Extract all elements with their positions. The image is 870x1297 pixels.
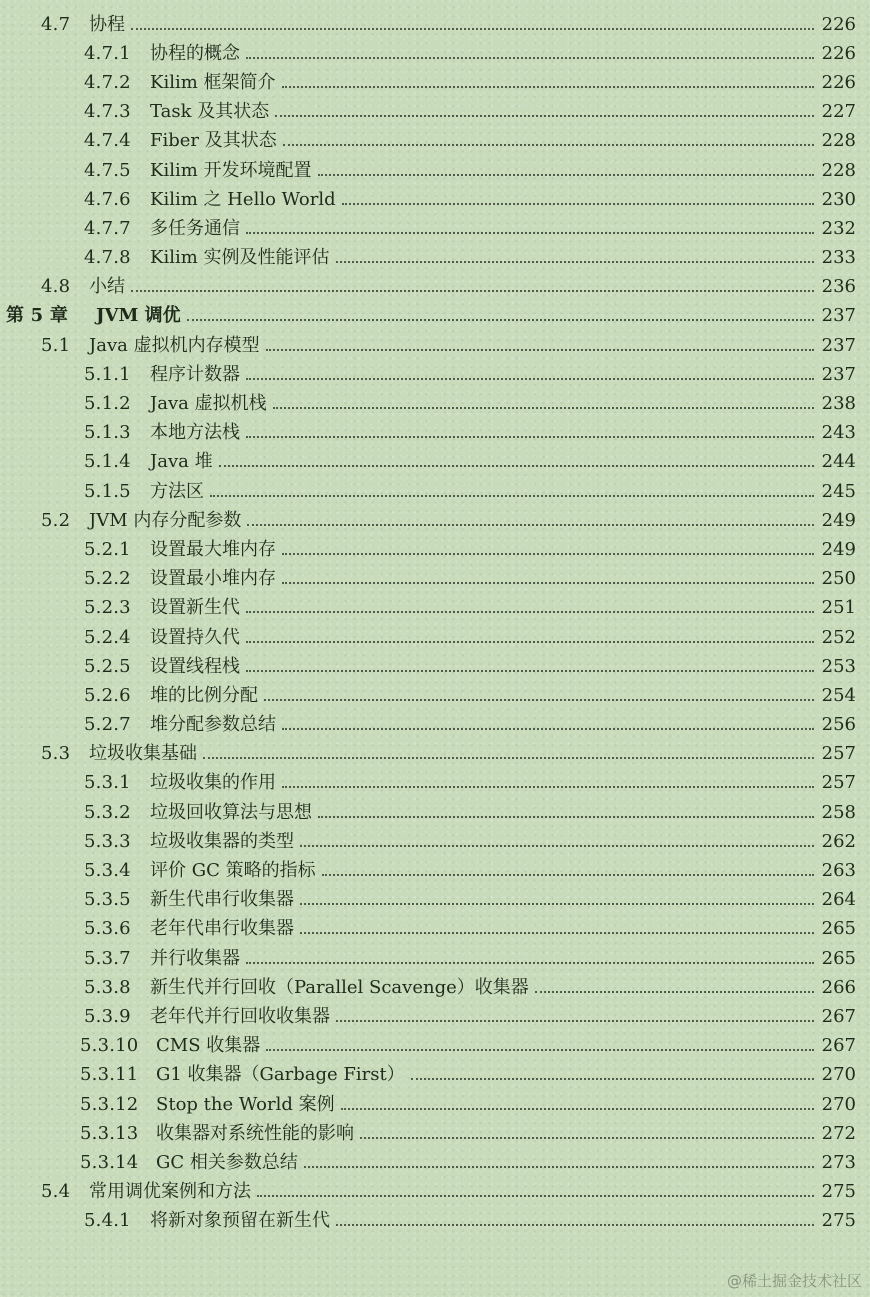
- toc-entry: [0, 156, 870, 185]
- dot-leader: [246, 962, 814, 964]
- dot-leader: [210, 495, 814, 497]
- toc-entry-title: CMS 收集器: [156, 1035, 261, 1057]
- toc-entry: [0, 185, 870, 214]
- toc-entry-number: 4.7.7: [84, 217, 131, 239]
- toc-entry-number: 5.3.1: [84, 772, 131, 794]
- toc-entry-page-number: 230: [821, 188, 856, 210]
- toc-entry: [0, 68, 870, 97]
- dot-leader: [336, 261, 814, 263]
- toc-entry-title: 常用调优案例和方法: [89, 1181, 251, 1203]
- dot-leader: [318, 816, 814, 818]
- dot-leader: [247, 524, 814, 526]
- dot-leader: [246, 232, 814, 234]
- toc-entry: [0, 389, 870, 418]
- toc-entry-title: 堆的比例分配: [150, 684, 258, 706]
- toc-entry-page-number: 232: [821, 217, 856, 239]
- toc-entry-title: 本地方法栈: [150, 422, 240, 444]
- toc-entry-title: 垃圾收集的作用: [150, 772, 276, 794]
- toc-entry-page-number: 267: [821, 1005, 856, 1027]
- toc-entry-page-number: 226: [821, 13, 856, 35]
- toc-entry: [0, 886, 870, 915]
- toc-entry-page-number: 244: [821, 451, 856, 473]
- toc-entry-page-number: 237: [821, 334, 856, 356]
- dot-leader: [283, 144, 814, 146]
- toc-entry-page-number: 249: [821, 509, 856, 531]
- dot-leader: [336, 1224, 814, 1226]
- dot-leader: [300, 845, 814, 847]
- dot-leader: [131, 28, 814, 30]
- table-of-contents: [0, 10, 870, 1236]
- toc-entry-number: 5.3.8: [84, 976, 131, 998]
- toc-entry-page-number: 237: [821, 363, 856, 385]
- toc-entry-page-number: 273: [821, 1151, 856, 1173]
- toc-entry-number: 5.3.9: [84, 1005, 131, 1027]
- toc-entry-page-number: 249: [821, 538, 856, 560]
- toc-entry-page-number: 254: [821, 684, 856, 706]
- toc-entry-page-number: 257: [821, 772, 856, 794]
- toc-entry-page-number: 245: [821, 480, 856, 502]
- toc-entry-number: 4.7.2: [84, 71, 131, 93]
- toc-entry-number: 4.7: [41, 13, 71, 35]
- toc-entry-title: 协程的概念: [150, 42, 240, 64]
- toc-entry-page-number: 265: [821, 947, 856, 969]
- toc-entry-title: 设置最小堆内存: [150, 568, 276, 590]
- toc-entry-page-number: 253: [821, 655, 856, 677]
- toc-entry: [0, 652, 870, 681]
- toc-entry-title: 协程: [89, 13, 125, 35]
- toc-entry-page-number: 226: [821, 42, 856, 64]
- toc-entry-number: 4.7.1: [84, 42, 131, 64]
- toc-entry-page-number: 250: [821, 568, 856, 590]
- toc-entry-number: 4.8: [41, 276, 71, 298]
- toc-entry-title: 垃圾收集器的类型: [150, 830, 294, 852]
- toc-entry-number: 5.3: [41, 743, 71, 765]
- toc-entry: [0, 1032, 870, 1061]
- toc-entry: [0, 623, 870, 652]
- toc-entry: [0, 331, 870, 360]
- toc-entry-title: Stop the World 案例: [156, 1093, 335, 1115]
- toc-entry-number: 5.1.2: [84, 393, 131, 415]
- toc-entry: [0, 1119, 870, 1148]
- toc-entry: [0, 711, 870, 740]
- toc-entry-page-number: 243: [821, 422, 856, 444]
- dot-leader: [246, 611, 814, 613]
- toc-entry: [0, 39, 870, 68]
- toc-entry-page-number: 238: [821, 393, 856, 415]
- toc-entry-page-number: 256: [821, 714, 856, 736]
- dot-leader: [336, 1020, 814, 1022]
- toc-entry-page-number: 266: [821, 976, 856, 998]
- dot-leader: [318, 174, 814, 176]
- dot-leader: [304, 1166, 814, 1168]
- toc-entry: [0, 448, 870, 477]
- toc-entry-number: 5.3.7: [84, 947, 131, 969]
- toc-entry-number: 5.2.6: [84, 684, 131, 706]
- dot-leader: [266, 1049, 814, 1051]
- toc-entry: [0, 535, 870, 564]
- dot-leader: [257, 1195, 814, 1197]
- dot-leader: [282, 728, 814, 730]
- toc-entry: [0, 681, 870, 710]
- toc-entry-page-number: 262: [821, 830, 856, 852]
- toc-entry: [0, 360, 870, 389]
- toc-entry-title: 老年代并行回收收集器: [150, 1005, 330, 1027]
- toc-entry-page-number: 228: [821, 130, 856, 152]
- toc-entry-title: Java 虚拟机内存模型: [89, 334, 260, 356]
- toc-entry-title: 新生代并行回收（Parallel Scavenge）收集器: [150, 976, 529, 998]
- dot-leader: [273, 407, 814, 409]
- toc-entry-number: 4.7.5: [84, 159, 131, 181]
- toc-entry-number: 5.3.2: [84, 801, 131, 823]
- toc-entry-page-number: 265: [821, 918, 856, 940]
- toc-entry-number: 5.3.10: [80, 1035, 139, 1057]
- toc-entry-title: Kilim 开发环境配置: [150, 159, 312, 181]
- toc-entry-page-number: 275: [821, 1181, 856, 1203]
- toc-entry: [0, 1148, 870, 1177]
- toc-entry-number: 5.3.3: [84, 830, 131, 852]
- toc-entry-title: Fiber 及其状态: [150, 130, 277, 152]
- toc-entry-page-number: 263: [821, 860, 856, 882]
- toc-entry: [0, 302, 870, 331]
- toc-entry: [0, 273, 870, 302]
- toc-entry-page-number: 257: [821, 743, 856, 765]
- dot-leader: [300, 903, 814, 905]
- toc-entry: [0, 565, 870, 594]
- dot-leader: [187, 319, 814, 321]
- dot-leader: [300, 932, 814, 934]
- toc-entry-page-number: 270: [821, 1064, 856, 1086]
- toc-entry-number: 4.7.8: [84, 247, 131, 269]
- toc-entry: [0, 798, 870, 827]
- toc-entry: [0, 506, 870, 535]
- toc-entry-number: 5.2: [41, 509, 71, 531]
- dot-leader: [246, 57, 814, 59]
- toc-entry-number: 5.3.4: [84, 860, 131, 882]
- toc-entry-number: 5.2.2: [84, 568, 131, 590]
- toc-entry-title: Task 及其状态: [150, 101, 270, 123]
- toc-entry-page-number: 270: [821, 1093, 856, 1115]
- dot-leader: [282, 786, 814, 788]
- dot-leader: [246, 641, 814, 643]
- toc-entry-number: 5.1.4: [84, 451, 131, 473]
- toc-entry-title: Kilim 之 Hello World: [150, 188, 336, 210]
- toc-entry-number: 5.3.12: [80, 1093, 139, 1115]
- toc-entry-title: 垃圾收集基础: [89, 743, 197, 765]
- toc-entry-title: 小结: [89, 276, 125, 298]
- toc-entry-title: 并行收集器: [150, 947, 240, 969]
- toc-entry-page-number: 252: [821, 626, 856, 648]
- dot-leader: [266, 349, 814, 351]
- dot-leader: [360, 1137, 814, 1139]
- toc-entry-number: 5.2.1: [84, 538, 131, 560]
- toc-entry-page-number: 272: [821, 1122, 856, 1144]
- dot-leader: [131, 290, 814, 292]
- toc-entry-title: 评价 GC 策略的指标: [150, 860, 316, 882]
- toc-entry-page-number: 233: [821, 247, 856, 269]
- toc-entry-title: 多任务通信: [150, 217, 240, 239]
- dot-leader: [203, 757, 814, 759]
- watermark: @稀土掘金技术社区: [726, 1272, 862, 1290]
- toc-entry-number: 5.1.3: [84, 422, 131, 444]
- toc-entry: [0, 973, 870, 1002]
- dot-leader: [246, 670, 814, 672]
- dot-leader: [411, 1078, 814, 1080]
- toc-entry-page-number: 258: [821, 801, 856, 823]
- dot-leader: [275, 115, 814, 117]
- dot-leader: [282, 86, 814, 88]
- toc-entry-number: 5.3.6: [84, 918, 131, 940]
- toc-entry: [0, 10, 870, 39]
- toc-entry-number: 5.4: [41, 1181, 71, 1203]
- toc-entry: [0, 127, 870, 156]
- toc-entry-title: 设置持久代: [150, 626, 240, 648]
- toc-entry-title: JVM 调优: [96, 305, 181, 327]
- toc-entry: [0, 769, 870, 798]
- toc-entry: [0, 477, 870, 506]
- toc-entry-title: JVM 内存分配参数: [89, 509, 242, 531]
- toc-entry-title: Kilim 框架简介: [150, 71, 276, 93]
- toc-entry-page-number: 251: [821, 597, 856, 619]
- toc-entry-title: 堆分配参数总结: [150, 714, 276, 736]
- toc-entry-number: 5.2.4: [84, 626, 131, 648]
- toc-entry: [0, 419, 870, 448]
- dot-leader: [219, 465, 814, 467]
- toc-entry-number: 5.3.14: [80, 1151, 139, 1173]
- toc-entry-page-number: 264: [821, 889, 856, 911]
- toc-entry-number: 5.1.1: [84, 363, 131, 385]
- toc-entry: [0, 98, 870, 127]
- toc-entry-title: G1 收集器（Garbage First）: [156, 1064, 405, 1086]
- toc-entry: [0, 740, 870, 769]
- toc-entry-number: 5.3.13: [80, 1122, 139, 1144]
- toc-entry-number: 4.7.6: [84, 188, 131, 210]
- toc-entry-title: Kilim 实例及性能评估: [150, 247, 330, 269]
- toc-entry-number: 5.4.1: [84, 1210, 131, 1232]
- dot-leader: [322, 874, 814, 876]
- toc-entry-number: 5.2.7: [84, 714, 131, 736]
- toc-entry: [0, 856, 870, 885]
- dot-leader: [282, 553, 814, 555]
- toc-entry: [0, 1178, 870, 1207]
- dot-leader: [341, 1108, 814, 1110]
- dot-leader: [535, 991, 814, 993]
- toc-entry: [0, 244, 870, 273]
- toc-entry: [0, 944, 870, 973]
- toc-entry-page-number: 236: [821, 276, 856, 298]
- toc-entry-number: 第 5 章: [6, 305, 69, 327]
- toc-entry-title: 设置新生代: [150, 597, 240, 619]
- toc-entry-title: Java 堆: [150, 451, 213, 473]
- dot-leader: [246, 378, 814, 380]
- dot-leader: [246, 436, 814, 438]
- dot-leader: [342, 203, 814, 205]
- toc-entry: [0, 594, 870, 623]
- toc-entry-title: 设置最大堆内存: [150, 538, 276, 560]
- toc-entry: [0, 1061, 870, 1090]
- toc-entry-title: 程序计数器: [150, 363, 240, 385]
- toc-entry-title: 将新对象预留在新生代: [150, 1210, 330, 1232]
- toc-entry-page-number: 237: [821, 305, 856, 327]
- toc-entry: [0, 915, 870, 944]
- toc-entry-page-number: 227: [821, 101, 856, 123]
- toc-entry-page-number: 275: [821, 1210, 856, 1232]
- toc-entry-page-number: 267: [821, 1035, 856, 1057]
- toc-entry-title: GC 相关参数总结: [156, 1151, 298, 1173]
- toc-entry: [0, 1090, 870, 1119]
- toc-entry-title: 新生代串行收集器: [150, 889, 294, 911]
- dot-leader: [282, 582, 814, 584]
- toc-entry-title: Java 虚拟机栈: [150, 393, 267, 415]
- toc-entry-number: 5.3.5: [84, 889, 131, 911]
- toc-entry-title: 老年代串行收集器: [150, 918, 294, 940]
- toc-entry: [0, 1002, 870, 1031]
- toc-entry-title: 方法区: [150, 480, 204, 502]
- toc-entry-title: 垃圾回收算法与思想: [150, 801, 312, 823]
- dot-leader: [264, 699, 814, 701]
- toc-entry-number: 4.7.3: [84, 101, 131, 123]
- toc-entry: [0, 1207, 870, 1236]
- toc-entry-title: 收集器对系统性能的影响: [156, 1122, 354, 1144]
- toc-entry-number: 5.2.3: [84, 597, 131, 619]
- toc-entry-number: 4.7.4: [84, 130, 131, 152]
- toc-entry-title: 设置线程栈: [150, 655, 240, 677]
- toc-entry-page-number: 228: [821, 159, 856, 181]
- toc-entry-number: 5.1.5: [84, 480, 131, 502]
- toc-entry-number: 5.3.11: [80, 1064, 139, 1086]
- toc-entry-number: 5.2.5: [84, 655, 131, 677]
- toc-entry-page-number: 226: [821, 71, 856, 93]
- toc-entry: [0, 214, 870, 243]
- toc-entry: [0, 827, 870, 856]
- toc-entry-number: 5.1: [41, 334, 71, 356]
